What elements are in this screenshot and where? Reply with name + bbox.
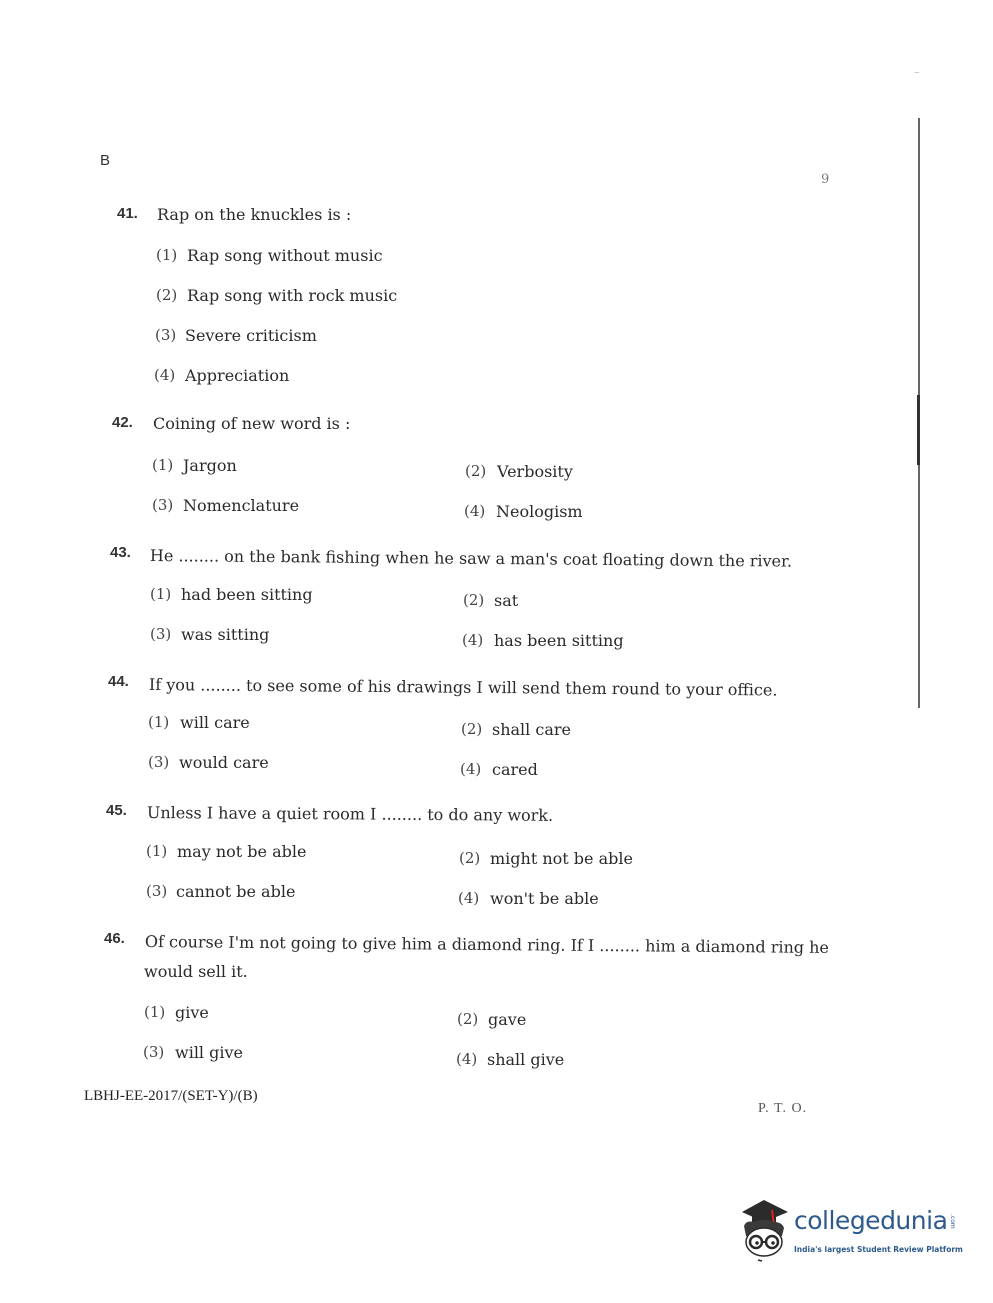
logo-suffix: .com bbox=[949, 1214, 956, 1229]
option-number: (1) bbox=[148, 713, 170, 731]
option-text: sat bbox=[494, 591, 519, 610]
option-number: (4) bbox=[462, 631, 484, 649]
option-number: (4) bbox=[464, 502, 486, 520]
option-number: (2) bbox=[156, 286, 178, 304]
option-number: (1) bbox=[150, 585, 172, 603]
mascot-icon bbox=[736, 1196, 792, 1266]
question-text-line2: would sell it. bbox=[144, 962, 248, 981]
option-text: was sitting bbox=[181, 625, 270, 644]
question-text: If you ........ to see some of his drawings I will send them round to your office. bbox=[148, 675, 778, 700]
option-text: Rap song with rock music bbox=[187, 286, 398, 305]
question-number: 43. bbox=[110, 544, 131, 561]
option-text: cared bbox=[492, 760, 538, 779]
option-number: (4) bbox=[154, 366, 176, 384]
please-turn-over: P. T. O. bbox=[758, 1101, 808, 1116]
question-number: 45. bbox=[106, 802, 127, 819]
option-number: (2) bbox=[457, 1010, 479, 1028]
option-text: may not be able bbox=[177, 842, 307, 861]
option-text: will care bbox=[180, 713, 250, 732]
question-text: Coining of new word is : bbox=[153, 414, 351, 433]
option-text: Verbosity bbox=[497, 462, 573, 481]
option-number: (3) bbox=[152, 496, 174, 514]
option-text: shall care bbox=[492, 720, 571, 739]
question-number: 42. bbox=[112, 414, 133, 431]
option-text: Jargon bbox=[183, 456, 237, 475]
option-text: shall give bbox=[487, 1050, 565, 1069]
question-number: 41. bbox=[117, 205, 138, 222]
question-text: He ........ on the bank fishing when he saw a man's coat floating down the river. bbox=[149, 546, 793, 571]
scan-mark: ⁻ bbox=[914, 68, 920, 81]
option-text: had been sitting bbox=[181, 585, 313, 604]
option-text: will give bbox=[175, 1043, 243, 1062]
set-code: B bbox=[100, 152, 111, 169]
option-number: (4) bbox=[458, 889, 480, 907]
option-number: (2) bbox=[459, 849, 481, 867]
option-number: (4) bbox=[460, 760, 482, 778]
option-text: Nomenclature bbox=[183, 496, 300, 515]
option-text: won't be able bbox=[490, 889, 599, 908]
paper-code: LBHJ-EE-2017/(SET-Y)/(B) bbox=[84, 1088, 258, 1104]
option-text: might not be able bbox=[490, 849, 633, 868]
option-number: (1) bbox=[146, 842, 168, 860]
option-number: (3) bbox=[150, 625, 172, 643]
option-number: (3) bbox=[155, 326, 177, 344]
option-number: (3) bbox=[148, 753, 170, 771]
option-text: gave bbox=[488, 1010, 527, 1029]
question-text: Unless I have a quiet room I ........ to do any work. bbox=[146, 803, 554, 825]
question-number: 46. bbox=[104, 930, 125, 947]
page-number: 9 bbox=[821, 172, 830, 187]
option-number: (2) bbox=[465, 462, 487, 480]
option-text: give bbox=[175, 1003, 209, 1022]
option-text: cannot be able bbox=[176, 882, 296, 901]
option-number: (3) bbox=[143, 1043, 165, 1061]
logo-wordmark: collegedunia bbox=[794, 1206, 948, 1235]
option-number: (1) bbox=[152, 456, 174, 474]
option-number: (1) bbox=[156, 246, 178, 264]
option-text: Rap song without music bbox=[187, 246, 383, 265]
option-text: Neologism bbox=[496, 502, 583, 521]
logo-tagline: India's largest Student Review Platform bbox=[794, 1245, 963, 1254]
option-number: (4) bbox=[456, 1050, 478, 1068]
option-number: (3) bbox=[146, 882, 168, 900]
option-text: would care bbox=[179, 753, 269, 772]
option-text: Severe criticism bbox=[185, 326, 317, 345]
collegedunia-logo bbox=[736, 1196, 966, 1266]
question-number: 44. bbox=[108, 673, 129, 690]
option-number: (2) bbox=[463, 591, 485, 609]
scan-edge-mark bbox=[917, 395, 920, 465]
question-text: Rap on the knuckles is : bbox=[157, 205, 352, 224]
option-number: (2) bbox=[461, 720, 483, 738]
option-text: has been sitting bbox=[494, 631, 624, 650]
option-text: Appreciation bbox=[185, 366, 290, 385]
question-text-line1: Of course I'm not going to give him a diamond ring. If I ........ him a diamond ring he bbox=[144, 932, 830, 957]
option-number: (1) bbox=[144, 1003, 166, 1021]
